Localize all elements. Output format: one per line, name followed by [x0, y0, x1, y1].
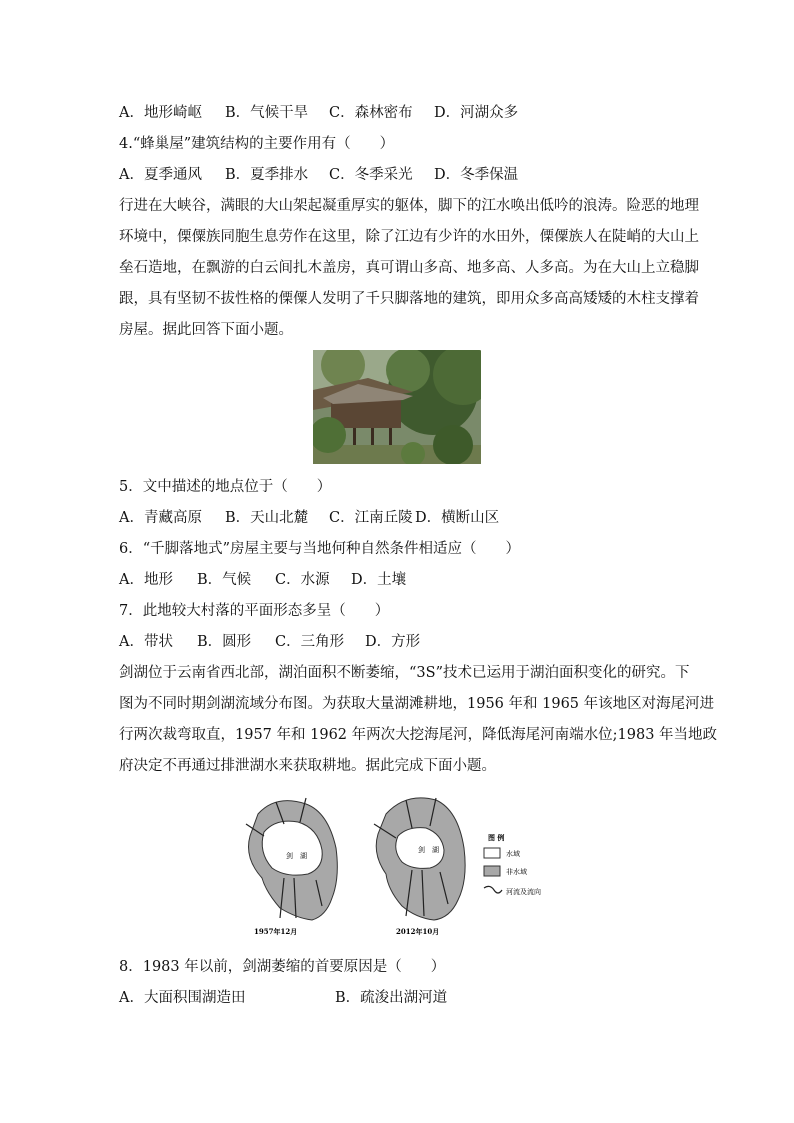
q8-option-a: A．大面积围湖造田 — [119, 990, 246, 1006]
stilt-house-photo — [313, 350, 481, 464]
q8-option-b: B．疏浚出湖河道 — [335, 990, 448, 1006]
map-1957 — [246, 798, 337, 936]
q4-option-b: B．夏季排水 — [225, 167, 309, 183]
legend-nonwater: 非水域 — [506, 868, 527, 876]
q3-option-b: B．气候干旱 — [225, 105, 309, 121]
q7-option-c: C．三角形 — [275, 634, 345, 650]
legend-river: 河流及流向 — [506, 888, 541, 896]
q7-option-a: A．带状 — [119, 634, 173, 650]
passage-jianhu — [119, 658, 718, 782]
q6-option-c: C．水源 — [275, 572, 330, 588]
passage-line: 垒石造地，在飘游的白云间扎木盖房，真可谓山多高、地多高、人多高。为在大山上立稳脚 — [119, 260, 699, 276]
q4-option-d: D．冬季保温 — [434, 167, 519, 183]
q5-stem: 5．文中描述的地点位于（ ） — [119, 479, 332, 495]
q7-stem: 7．此地较大村落的平面形态多呈（ ） — [119, 603, 390, 619]
passage-line: 房屋。据此回答下面小题。 — [119, 322, 293, 338]
q7-option-b: B．圆形 — [197, 634, 252, 650]
legend-water: 水域 — [506, 850, 520, 858]
q6-option-b: B．气候 — [197, 572, 252, 588]
passage-lisu — [119, 191, 699, 346]
q3-option-c: C．森林密布 — [329, 105, 413, 121]
map-legend — [484, 833, 541, 896]
passage-line: 图为不同时期剑湖流域分布图。为获取大量湖滩耕地，1956 年和 1965 年该地区对海尾河进 — [119, 696, 715, 712]
q8-stem: 8．1983 年以前，剑湖萎缩的首要原因是（ ） — [119, 959, 446, 975]
passage-line: 行两次裁弯取直，1957 年和 1962 年两次大挖海尾河，降低海尾河南端水位;1983 年当地政 — [119, 727, 718, 743]
q3-option-a: A．地形崎岖 — [119, 105, 202, 121]
q6-option-a: A．地形 — [119, 572, 173, 588]
passage-line: 跟，具有坚韧不拔性格的傈僳人发明了千只脚落地的建筑，即用众多高高矮矮的木柱支撑着 — [119, 291, 699, 307]
q4-stem: 4.“蜂巢屋”建筑结构的主要作用有（ ） — [119, 136, 395, 152]
q4-option-c: C．冬季采光 — [329, 167, 413, 183]
map-lake-label-2012: 剑 湖 — [418, 846, 439, 854]
map-caption-2012: 2012年10月 — [396, 927, 440, 936]
q6-option-d: D．土壤 — [351, 572, 407, 588]
q3-option-d: D．河湖众多 — [434, 105, 519, 121]
q4-options — [119, 165, 518, 185]
legend-title: 图 例 — [488, 833, 505, 842]
q5-option-d: D．横断山区 — [415, 510, 500, 526]
passage-line: 府决定不再通过排泄湖水来获取耕地。据此完成下面小题。 — [119, 758, 496, 774]
q5-option-b: B．天山北麓 — [225, 510, 309, 526]
q5-option-a: A．青藏高原 — [119, 510, 202, 526]
passage-line: 剑湖位于云南省西北部，湖泊面积不断萎缩，“3S”技术已运用于湖泊面积变化的研究。下 — [119, 665, 690, 681]
q6-options — [119, 570, 406, 590]
q7-options — [119, 632, 420, 652]
q8-options — [119, 988, 447, 1008]
q6-stem: 6．“千脚落地式”房屋主要与当地何种自然条件相适应（ ） — [119, 541, 521, 557]
q5-options — [119, 508, 499, 528]
map-caption-1957: 1957年12月 — [254, 927, 298, 936]
q4-option-a: A．夏季通风 — [119, 167, 202, 183]
q3-options — [119, 103, 518, 123]
q5-option-c: C．江南丘陵 — [329, 510, 413, 526]
passage-line: 环境中，傈僳族同胞生息劳作在这里，除了江边有少许的水田外，傈僳族人在陡峭的大山上 — [119, 229, 699, 245]
passage-line: 行进在大峡谷，满眼的大山架起凝重厚实的躯体，脚下的江水唤出低吟的浪涛。险恶的地理 — [119, 198, 699, 214]
q7-option-d: D．方形 — [365, 634, 421, 650]
map-lake-label: 剑 湖 — [286, 852, 307, 860]
map-2012 — [374, 798, 465, 936]
jianhu-basin-map — [236, 788, 562, 940]
